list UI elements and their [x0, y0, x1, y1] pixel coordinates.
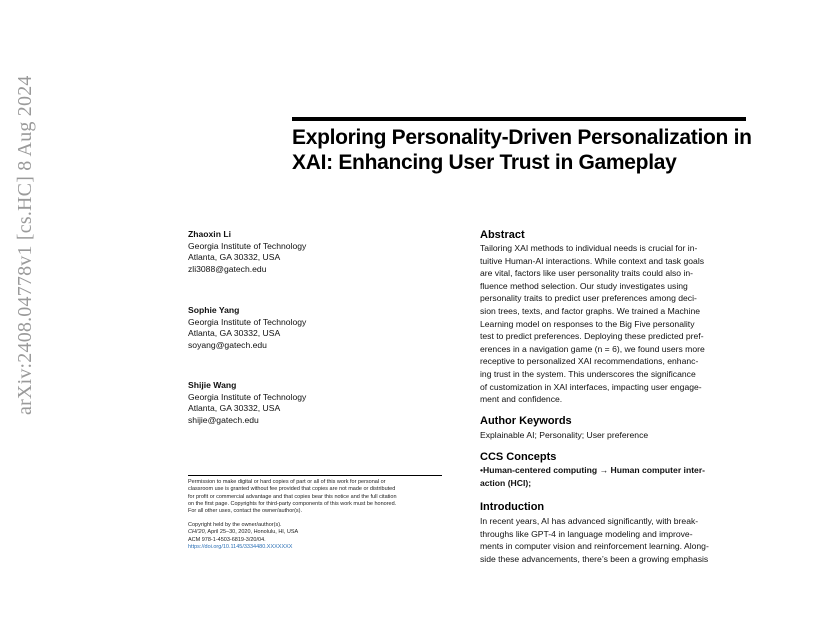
abstract-line: erences in a navigation game (n = 6), we found users more: [480, 343, 705, 354]
author-affiliation: Georgia Institute of Technology: [188, 391, 307, 402]
author-block-3: [188, 380, 428, 426]
permission-line: for profit or commercial advantage and that copies bear this notice and the full citation: [188, 493, 397, 500]
abstract-line: test to predict preferences. Deploying these predicted pref-: [480, 331, 704, 342]
introduction-line: side these advancements, there’s been a growing emphasis: [480, 553, 709, 564]
author-block-1: [188, 229, 428, 275]
author-email[interactable]: zli3088@gatech.edu: [188, 263, 267, 274]
permission-divider: [188, 475, 442, 476]
keywords-text: Explainable AI; Personality; User preference: [480, 430, 649, 440]
author-name: Shijie Wang: [188, 380, 237, 390]
ccs-part-1: •Human-centered computing: [480, 465, 598, 475]
permission-notice: [188, 479, 448, 515]
venue-details: April 25–30, 2020, Honolulu, HI, USA: [206, 529, 299, 536]
copyright-held: Copyright held by the owner/author(s).: [188, 522, 282, 528]
right-arrow-icon: →: [599, 465, 609, 475]
abstract-line: ing trust in the system. This underscores the significance: [480, 368, 696, 379]
abstract-line: fluence method selection. Our study investigates using: [480, 280, 688, 291]
title-rule: [292, 117, 746, 121]
abstract-heading: Abstract: [480, 229, 525, 241]
abstract-line: tuitive Human-AI interactions. While context and task goals: [480, 255, 705, 266]
ccs-line-2: action (HCI);: [480, 477, 532, 488]
author-address: Atlanta, GA 30332, USA: [188, 403, 281, 413]
author-affiliation: Georgia Institute of Technology: [188, 240, 307, 251]
author-block-2: [188, 305, 428, 351]
arxiv-identifier-stamp: arXiv:2408.04778v1 [cs.HC] 8 Aug 2024: [14, 75, 36, 415]
author-affiliation: Georgia Institute of Technology: [188, 316, 307, 327]
abstract-line: Learning model on responses to the Big Five personality: [480, 318, 695, 329]
abstract-line: are vital, factors like user personality traits could also in-: [480, 268, 694, 279]
keywords-heading: Author Keywords: [480, 415, 572, 427]
doi-link[interactable]: https://doi.org/10.1145/3334480.XXXXXXX: [188, 543, 293, 550]
permission-line: For all other uses, contact the owner/author(s).: [188, 508, 303, 515]
abstract-line: ment and confidence.: [480, 394, 563, 405]
ccs-heading: CCS Concepts: [480, 451, 557, 463]
author-address: Atlanta, GA 30332, USA: [188, 328, 281, 338]
author-name: Sophie Yang: [188, 305, 240, 315]
ccs-concepts: [480, 464, 742, 489]
conference-venue: [188, 529, 448, 536]
abstract-line: sion trees, texts, and factor graphs. We trained a Machine: [480, 305, 701, 316]
abstract-line: Tailoring XAI methods to individual needs is crucial for in-: [480, 243, 698, 253]
introduction-line: In recent years, AI has advanced significantly, with break-: [480, 516, 699, 526]
abstract-line: receptive to personalized XAI recommendations, enhanc-: [480, 356, 699, 367]
venue-name: CHI'20,: [188, 529, 207, 536]
author-email[interactable]: soyang@gatech.edu: [188, 339, 267, 350]
abstract-body: [480, 242, 742, 406]
ccs-part-2: Human computer inter-: [610, 465, 706, 475]
copyright-block: [188, 522, 448, 551]
introduction-body: [480, 515, 742, 565]
paper-title: [292, 125, 752, 175]
permission-line: on the first page. Copyrights for third-party components of this work must be honored.: [188, 500, 397, 507]
introduction-line: ments in computer vision and reinforcement learning. Along-: [480, 541, 709, 552]
title-line-1: Exploring Personality-Driven Personalization in: [292, 126, 752, 149]
permission-line: classroom use is granted without fee provided that copies are not made or distributed: [188, 486, 396, 493]
introduction-heading: Introduction: [480, 501, 545, 513]
author-name: Zhaoxin Li: [188, 229, 231, 239]
permission-line: Permission to make digital or hard copies of part or all of this work for personal or: [188, 479, 386, 485]
title-line-2: XAI: Enhancing User Trust in Gameplay: [292, 151, 677, 174]
introduction-line: throughs like GPT-4 in language modeling and improve-: [480, 528, 693, 539]
abstract-line: personality traits to predict user preferences among deci-: [480, 293, 697, 304]
acm-isbn: ACM 978-1-4503-6819-3/20/04.: [188, 536, 266, 543]
author-address: Atlanta, GA 30332, USA: [188, 252, 281, 262]
author-email[interactable]: shijie@gatech.edu: [188, 414, 259, 425]
abstract-line: of customization in XAI interfaces, impacting user engage-: [480, 381, 702, 392]
ccs-line-1: [480, 464, 742, 477]
